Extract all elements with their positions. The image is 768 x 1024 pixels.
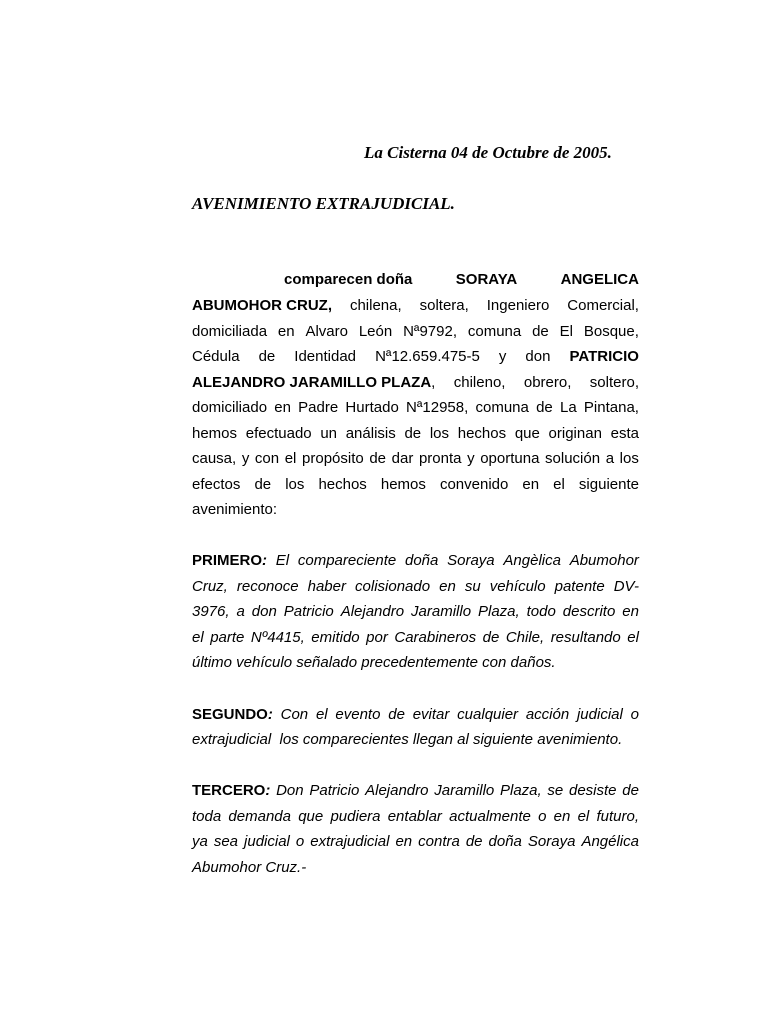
intro-line-8: causa, y con el propósito de dar pronta y oportuna solución a los xyxy=(192,450,639,467)
intro-line-3: domiciliada en Alvaro León Nª9792, comuna de El Bosque, xyxy=(192,323,639,340)
intro-line-4: Cédula de Identidad Nª12.659.475-5 y don PATRICIO xyxy=(192,348,639,365)
primero-line-4: el parte Nº4415, emitido por Carabineros de Chile, resultando el xyxy=(192,629,639,646)
primero-label: PRIMERO xyxy=(192,552,263,569)
segundo-label: SEGUNDO xyxy=(192,706,268,723)
intro-line-9: efectos de los hechos hemos convenido en el siguiente xyxy=(192,476,639,493)
segundo-line-1: SEGUNDO: Con el evento de evitar cualquier acción judicial o xyxy=(192,706,639,723)
tercero-label: TERCERO xyxy=(192,782,266,799)
primero-line-1: PRIMERO: El compareciente doña Soraya Angèlica Abumohor xyxy=(192,552,639,569)
tercero-line-2: toda demanda que pudiera entablar actualmente o en el futuro, xyxy=(192,808,639,825)
primero-line-3: 3976, a don Patricio Alejandro Jaramillo Plaza, todo descrito en xyxy=(192,603,639,620)
tercero-line-1: TERCERO: Don Patricio Alejandro Jaramillo Plaza, se desiste de xyxy=(192,782,639,799)
primero-line-2: Cruz, reconoce haber colisionado en su vehículo patente DV- xyxy=(192,578,639,595)
segundo-line-2: extrajudicial los comparecientes llegan al siguiente avenimiento. xyxy=(192,731,623,748)
primero-line-5: último vehículo señalado precedentemente con daños. xyxy=(192,654,556,671)
tercero-line-3: ya sea judicial o extrajudicial en contra de doña Soraya Angélica xyxy=(192,833,639,850)
intro-line-5: ALEJANDRO JARAMILLO PLAZA, chileno, obrero, soltero, xyxy=(192,374,639,391)
tercero-line-4: Abumohor Cruz.- xyxy=(192,859,307,876)
intro-line-1: comparecen doña SORAYA ANGELICA xyxy=(284,271,639,288)
document-date: La Cisterna 04 de Octubre de 2005. xyxy=(364,143,612,162)
intro-line-7: hemos efectuado un análisis de los hechos que originan esta xyxy=(192,425,639,442)
intro-line-10: avenimiento: xyxy=(192,501,278,518)
intro-line-6: domiciliado en Padre Hurtado Nª12958, comuna de La Pintana, xyxy=(192,399,639,416)
document-title: AVENIMIENTO EXTRAJUDICIAL. xyxy=(192,194,455,213)
intro-line-2: ABUMOHOR CRUZ, chilena, soltera, Ingeniero Comercial, xyxy=(192,297,639,314)
